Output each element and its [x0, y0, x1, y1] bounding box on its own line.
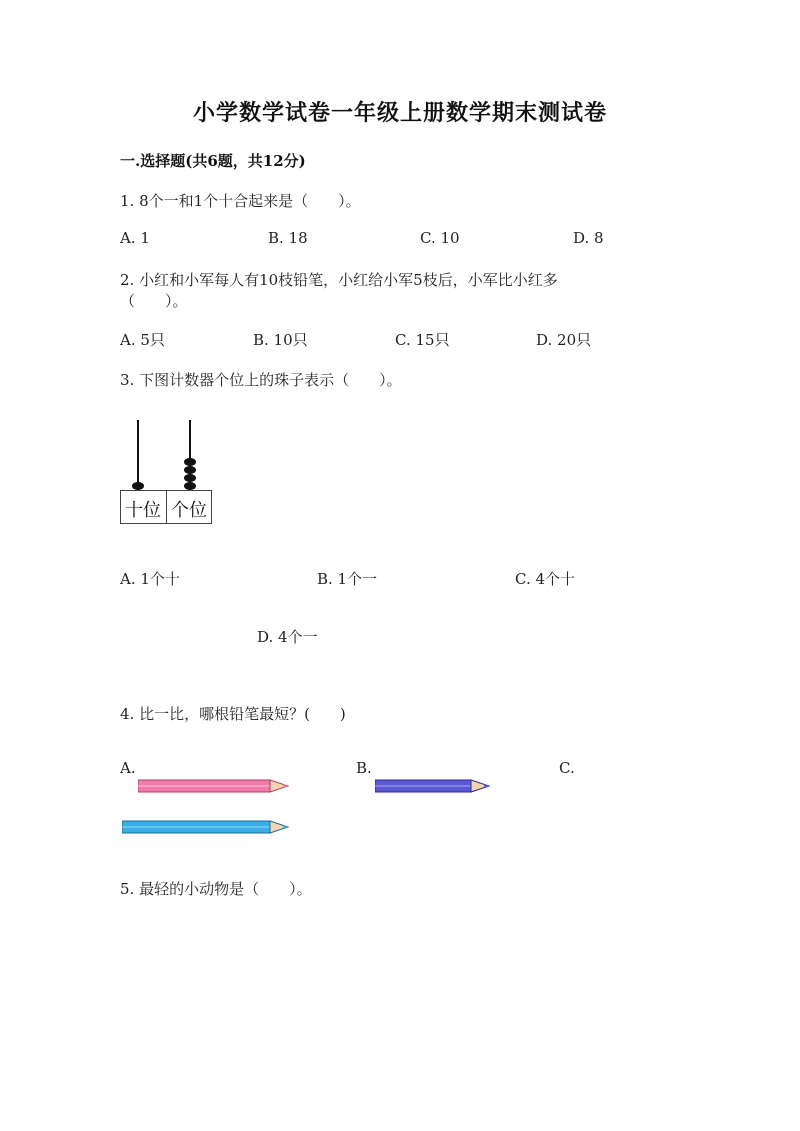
ones-label: 个位	[171, 500, 207, 521]
q1-option-c[interactable]: C. 10	[420, 229, 460, 247]
q2-option-c[interactable]: C. 15只	[395, 331, 450, 349]
tens-rod	[137, 420, 139, 490]
pencil-b-icon	[375, 778, 495, 794]
q4-option-b[interactable]: B.	[356, 759, 372, 777]
q2-option-d[interactable]: D. 20只	[536, 331, 592, 349]
abacus-bead	[184, 466, 196, 474]
q2-option-b[interactable]: B. 10只	[253, 331, 308, 349]
q3-option-c[interactable]: C. 4个十	[515, 570, 576, 588]
tens-label: 十位	[125, 500, 161, 521]
abacus-figure	[120, 420, 216, 528]
abacus-bead	[184, 458, 196, 466]
abacus-bead	[184, 474, 196, 482]
abacus-bead	[184, 482, 196, 490]
page-title: 小学数学试卷一年级上册数学期末测试卷	[192, 100, 607, 126]
question-1-text: 1. 8个一和1个十合起来是（ ）。	[120, 192, 361, 210]
question-5-text: 5. 最轻的小动物是（ ）。	[120, 880, 312, 898]
q4-option-c[interactable]: C.	[559, 759, 575, 777]
q1-option-d[interactable]: D. 8	[573, 229, 604, 247]
question-2-text-line2: （ ）。	[120, 292, 188, 310]
question-4-text: 4. 比一比，哪根铅笔最短？( )	[120, 705, 346, 723]
q4-option-a[interactable]: A.	[120, 759, 136, 777]
pencil-a-icon	[138, 778, 294, 794]
question-2-text-line1: 2. 小红和小军每人有10枝铅笔，小红给小军5枝后，小军比小红多	[120, 271, 558, 289]
abacus-bead	[132, 482, 144, 490]
pencil-c-icon	[122, 819, 294, 835]
q1-option-a[interactable]: A. 1	[120, 229, 150, 247]
section-heading: 一.选择题(共6题，共12分)	[120, 152, 306, 170]
q3-option-a[interactable]: A. 1个十	[120, 570, 180, 588]
q2-option-a[interactable]: A. 5只	[120, 331, 165, 349]
question-3-text: 3. 下图计数器个位上的珠子表示（ ）。	[120, 371, 402, 389]
q3-option-d[interactable]: D. 4个一	[257, 628, 318, 646]
q3-option-b[interactable]: B. 1个一	[317, 570, 378, 588]
q1-option-b[interactable]: B. 18	[268, 229, 308, 247]
